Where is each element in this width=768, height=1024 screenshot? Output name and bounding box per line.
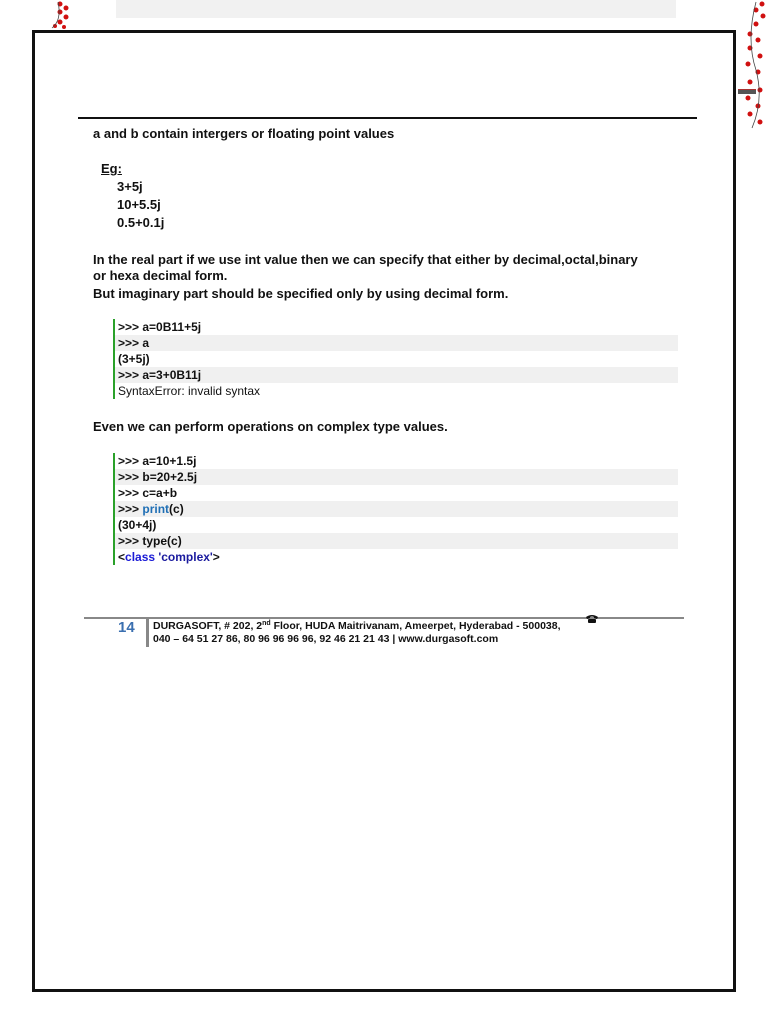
code-line-type: >>> type(c) <box>115 533 678 549</box>
code-line-class-output <box>115 549 678 565</box>
code-keyword-class: class <box>125 550 156 564</box>
example-item: 10+5.5j <box>117 197 161 212</box>
code-line: >>> a=10+1.5j <box>118 454 197 468</box>
page-number: 14 <box>118 619 135 636</box>
code-line: >>> c=a+b <box>118 486 178 500</box>
footer-address-pre: DURGASOFT, # 202, 2 <box>153 620 263 632</box>
code-line: >>> a=0B11+5j <box>118 320 202 334</box>
code-prompt: >>> <box>118 502 143 516</box>
footer-address-post: Floor, HUDA Maitrivanam, Ameerpet, Hyderabad - 500038, <box>270 620 561 632</box>
code-print-args: (c) <box>169 502 184 516</box>
code-line: >>> a=3+0B11j <box>115 367 678 383</box>
code-block-complex-operations <box>113 453 678 565</box>
code-string-complex: 'complex' <box>158 550 213 564</box>
footer-divider <box>146 617 149 647</box>
paragraph-operations: Even we can perform operations on complex type values. <box>93 419 448 434</box>
intro-sentence: a and b contain intergers or floating point values <box>93 126 395 141</box>
example-item: 3+5j <box>117 179 143 194</box>
phone-icon <box>585 614 599 624</box>
code-line-result: (30+4j) <box>118 518 157 532</box>
footer-address <box>153 620 561 632</box>
code-line-print <box>115 501 678 517</box>
code-line: >>> a <box>115 335 678 351</box>
example-label: Eg: <box>101 161 122 176</box>
code-line-error: SyntaxError: invalid syntax <box>118 384 261 398</box>
paragraph-real-part-line2: or hexa decimal form. <box>93 268 228 283</box>
code-line: >>> b=20+2.5j <box>115 469 678 485</box>
code-block-binary-literals <box>113 319 678 399</box>
paragraph-imaginary-part: But imaginary part should be specified only by using decimal form. <box>93 286 509 301</box>
code-angle-open: < <box>118 550 126 564</box>
example-item: 0.5+0.1j <box>117 215 165 230</box>
paragraph-real-part-line1: In the real part if we use int value then we can specify that either by decimal,octal,binary <box>93 252 638 267</box>
footer-contact: 040 – 64 51 27 86, 80 96 96 96 96, 92 46 21 21 43 | www.durgasoft.com <box>153 633 499 645</box>
code-builtin-print: print <box>142 502 170 516</box>
code-angle-close: > <box>212 550 220 564</box>
footer-address-sup: nd <box>262 620 271 627</box>
code-line: (3+5j) <box>118 352 150 366</box>
